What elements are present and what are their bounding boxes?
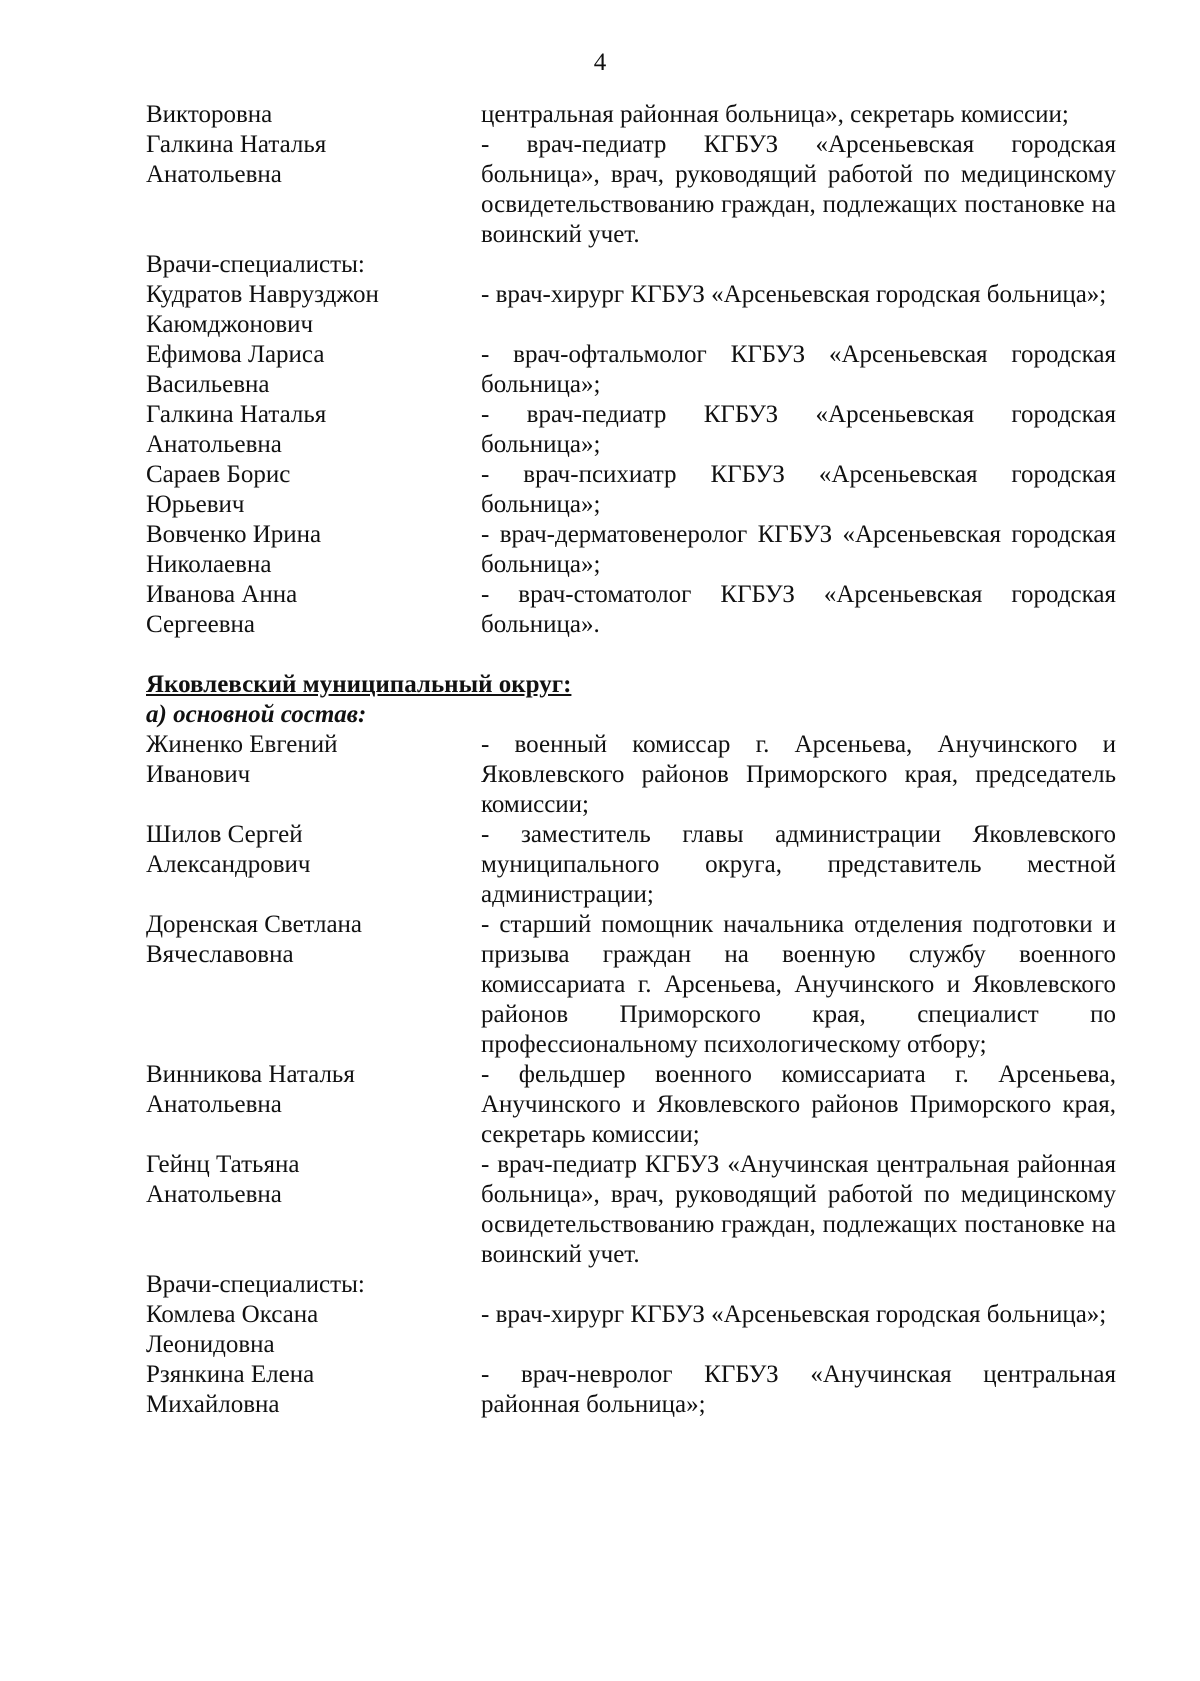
member-row (146, 730, 1116, 820)
member-role: - врач-хирург КГБУЗ «Арсеньевская городская больница»; (481, 1301, 1107, 1328)
specialist-row (146, 1360, 1116, 1420)
member-role: - фельдшер военного комиссариата г. Арсеньева, Анучинского и Яковлевского районов Приморского края, секретарь комиссии; (481, 1061, 1116, 1148)
specialist-row (146, 520, 1116, 580)
member-name: Шилов Сергей Александрович (146, 821, 311, 878)
member-role: - врач-хирург КГБУЗ «Арсеньевская городская больница»; (481, 281, 1107, 308)
member-role: - врач-дерматовенеролог КГБУЗ «Арсеньевская городская больница»; (481, 521, 1116, 578)
member-name: Гейнц Татьяна Анатольевна (146, 1151, 300, 1208)
member-name: Галкина Наталья Анатольевна (146, 131, 327, 188)
member-role: центральная районная больница», секретарь комиссии; (481, 101, 1069, 128)
member-name: Сараев Борис Юрьевич (146, 461, 291, 518)
specialists-label: Врачи-специалисты: (146, 251, 365, 278)
specialist-row (146, 280, 1116, 340)
specialist-row (146, 580, 1116, 640)
member-row (146, 100, 1116, 130)
member-name: Галкина Наталья Анатольевна (146, 401, 327, 458)
member-name: Ефимова Лариса Васильевна (146, 341, 325, 398)
member-row (146, 130, 1116, 250)
member-name: Викторовна (146, 101, 273, 128)
section-heading: Яковлевский муниципальный округ: (146, 671, 572, 698)
member-row (146, 1150, 1116, 1270)
member-role: - врач-психиатр КГБУЗ «Арсеньевская городская больница»; (481, 461, 1116, 518)
member-role: - врач-стоматолог КГБУЗ «Арсеньевская городская больница». (481, 581, 1116, 638)
member-role: - врач-офтальмолог КГБУЗ «Арсеньевская городская больница»; (481, 341, 1116, 398)
member-name: Вовченко Ирина Николаевна (146, 521, 322, 578)
member-name: Комлева Оксана Леонидовна (146, 1301, 319, 1358)
member-name: Винникова Наталья Анатольевна (146, 1061, 355, 1118)
specialist-row (146, 1300, 1116, 1360)
section-spacer (146, 640, 1116, 670)
member-name: Кудратов Наврузджон Каюмджонович (146, 281, 379, 338)
specialist-row (146, 460, 1116, 520)
member-name: Рзянкина Елена Михайловна (146, 1361, 315, 1418)
member-row (146, 1060, 1116, 1150)
member-row (146, 910, 1116, 1060)
section-subheading: а) основной состав: (146, 701, 367, 728)
specialist-row (146, 400, 1116, 460)
member-role: - военный комиссар г. Арсеньева, Анучинского и Яковлевского районов Приморского края, председатель комиссии; (481, 731, 1116, 818)
page-number: 4 (593, 49, 607, 76)
member-name: Иванова Анна Сергеевна (146, 581, 298, 638)
member-role: - врач-педиатр КГБУЗ «Арсеньевская городская больница»; (481, 401, 1116, 458)
member-name: Доренская Светлана Вячеславовна (146, 911, 363, 968)
specialists-label: Врачи-специалисты: (146, 1271, 365, 1298)
member-role: - врач-педиатр КГБУЗ «Арсеньевская городская больница», врач, руководящий работой по медицинскому освидетельствованию граждан, подлежащих постановке на воинский учет. (481, 131, 1116, 248)
member-name: Жиненко Евгений Иванович (146, 731, 338, 788)
member-row (146, 820, 1116, 910)
member-role: - старший помощник начальника отделения подготовки и призыва граждан на военную службу военного комиссариата г. Арсеньева, Анучинского и Яковлевского районов Приморского края, специалист по профессиональному психологическому отбору; (481, 911, 1116, 1058)
document-content (146, 100, 1116, 1420)
member-role: - врач-невролог КГБУЗ «Анучинская центральная районная больница»; (481, 1361, 1116, 1418)
member-role: - врач-педиатр КГБУЗ «Анучинская центральная районная больница», врач, руководящий работой по медицинскому освидетельствованию граждан, подлежащих постановке на воинский учет. (481, 1151, 1116, 1268)
specialist-row (146, 340, 1116, 400)
member-role: - заместитель главы администрации Яковлевского муниципального округа, представитель местной администрации; (481, 821, 1116, 908)
